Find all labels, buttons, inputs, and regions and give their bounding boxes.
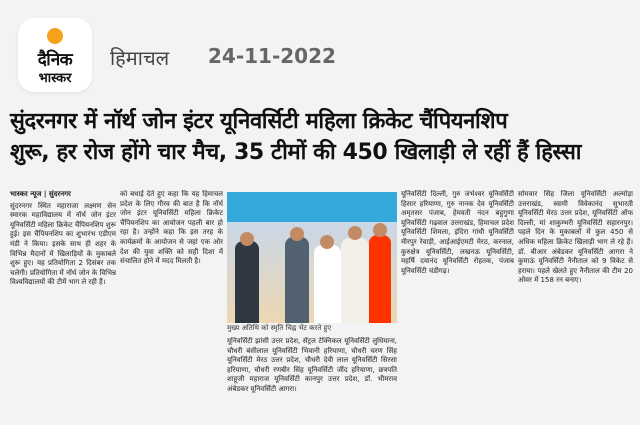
dainik-bhaskar-logo	[18, 18, 92, 92]
article-column-5	[518, 190, 633, 424]
person	[285, 237, 309, 323]
person-head	[240, 232, 254, 246]
article-text-5: सोमवार सिंह जिला यूनिवर्सिटी अल्मोड़ा उत्तराखंड, स्वामी विवेकानंद सुभारती यूनिवर्सिटी मेरठ उत्तर प्रदेश, यूनिवर्सिटी ऑफ दिल्ली, मां शाकुम्भरी यूनिवर्सिटी सहारनपुर। पहले दिन के मुकाबलों में कुल 450 से अधिक महिला क्रिकेट खिलाड़ी भाग ले रहे हैं। डॉ. बीआर अंबेडकर यूनिवर्सिटी आगरा ने कुमाऊं यूनिवर्सिटी नैनीताल को 9 विकेट से हराया। पहले खेलते हुए नैनीताल की टीम 20 ओवर में 158 रन बनाए।	[518, 190, 633, 285]
person-head	[320, 235, 334, 249]
article-text-2: को बधाई देते हुए कहा कि यह हिमाचल प्रदेश के लिए गौरव की बात है कि नॉर्थ जोन इंटर यूनिवर्सिटी महिला क्रिकेट चैंपियनशिप का आयोजन पहली बार हो रहा है। उन्होंने कहा कि इस तरह के कार्यक्रमों के आयोजन से जहां एक ओर देश की युवा शक्ति को सही दिशा में संचालित होने में मदद मिलती है।	[120, 190, 223, 266]
article-column-4	[401, 190, 514, 424]
person	[314, 245, 341, 323]
sun-icon	[47, 28, 63, 44]
event-photo	[227, 192, 397, 323]
person	[341, 238, 369, 323]
article-column-1	[10, 190, 116, 424]
headline-line-2: शुरू, हर रोज होंगे चार मैच, 35 टीमों की 450 खिलाड़ी ले रहीं हैं हिस्सा	[10, 140, 582, 165]
article-text-3: यूनिवर्सिटी झांसी उत्तर प्रदेश, सेंट्रल टेक्निकल यूनिवर्सिटी लुधियाना, चौधरी बंसीलाल यूनिवर्सिटी भिवानी हरियाणा, चौधरी चरण सिंह यूनिवर्सिटी मेरठ उत्तर प्रदेश, चौधरी देवी लाल यूनिवर्सिटी सिरसा हरियाणा, चौधरी रणबीर सिंह यूनिवर्सिटी जींद हरियाणा, छत्रपति शाहूजी महाराज यूनिवर्सिटी कानपुर उत्तर प्रदेश, डॉ. भीमराव अंबेडकर यूनिवर्सिटी आगरा।	[227, 337, 397, 393]
person	[369, 235, 391, 323]
person-head	[373, 223, 387, 237]
person-head	[348, 226, 362, 240]
person-head	[290, 227, 304, 241]
banner	[227, 192, 397, 222]
headline	[10, 106, 635, 168]
edition-date: 24-11-2022	[208, 44, 336, 68]
article-text-4: यूनिवर्सिटी दिल्ली, गुरु जंभेश्वर यूनिवर्सिटी हिसार हरियाणा, गुरु नानक देव यूनिवर्सिटी अमृतसर पंजाब, हेमवती नंदन बहुगुणा यूनिवर्सिटी गढ़वाल उत्तराखंड, हिमाचल प्रदेश यूनिवर्सिटी शिमला, इंदिरा गांधी यूनिवर्सिटी मीरपुर रेवाड़ी, आईआईएमटी मेरठ, करनाल, कुरुक्षेत्र यूनिवर्सिटी, लखनऊ यूनिवर्सिटी, महर्षि दयानंद यूनिवर्सिटी रोहतक, पंजाब यूनिवर्सिटी चंडीगढ़।	[401, 190, 514, 275]
photo-caption: मुख्य अतिथि को स्मृति चिह्न भेंट करते हुए	[227, 324, 332, 332]
logo-line-2: भास्कर	[38, 71, 72, 86]
headline-line-1: सुंदरनगर में नॉर्थ जोन इंटर यूनिवर्सिटी महिला क्रिकेट चैंपियनशिप	[10, 109, 508, 134]
edition-place: हिमाचल	[110, 46, 170, 70]
logo-line-1: दैनिक	[37, 50, 73, 70]
person	[235, 241, 259, 323]
article-column-2	[120, 190, 223, 424]
article-text-1: सुंदरनगर स्थित महाराजा लक्ष्मण सेन स्मारक महाविद्यालय में नॉर्थ जोन इंटर यूनिवर्सिटी महिला क्रिकेट चैंपियनशिप शुरू हुई। इस चैंपियनशिप का शुभारंभ एडीएम मंडी ने किया। इसके साथ ही शहर के विभिन्न मैदानों में खिलाड़ियों के मुकाबले शुरू हुए। यह प्रतियोगिता 2 दिसंबर तक चलेगी। प्रतियोगिता में नॉर्थ जोन के विभिन्न विश्वविद्यालयों की टीमें भाग ले रही हैं।	[10, 201, 116, 287]
article-column-3	[227, 337, 397, 425]
byline: भास्कर न्यूज | सुंदरनगर	[10, 190, 71, 198]
